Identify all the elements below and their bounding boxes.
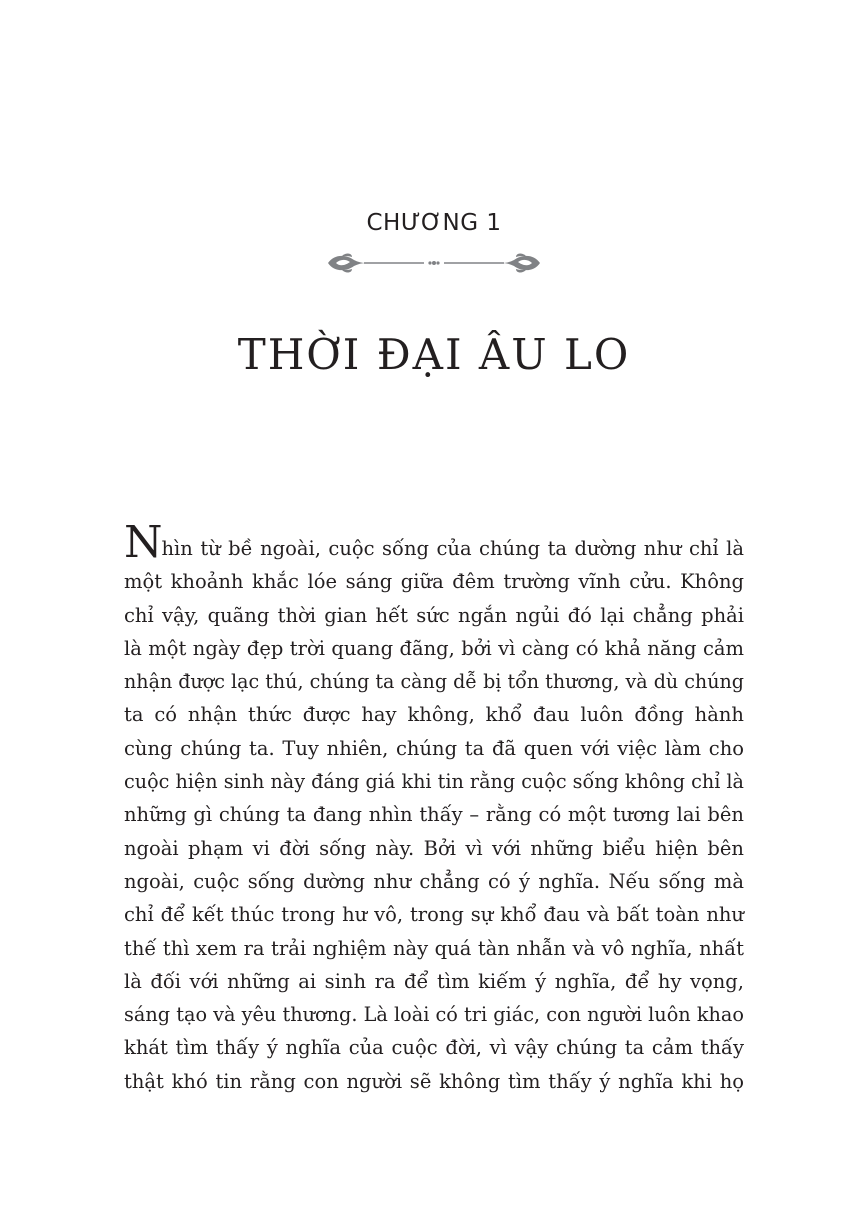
chapter-title: THỜI ĐẠI ÂU LO	[237, 330, 631, 379]
text-line: chỉ để kết thúc trong hư vô, trong sự khổ đau và bất toàn như	[124, 903, 744, 927]
chapter-label: CHƯƠNG 1	[366, 210, 502, 236]
text-line: thật khó tin rằng con người sẽ không tìm thấy ý nghĩa khi họ	[124, 1069, 744, 1093]
text-line: Nhìn từ bề ngoài, cuộc sống của chúng ta dường như chỉ là	[124, 517, 744, 568]
text-line: những gì chúng ta đang nhìn thấy – rằng có một tương lai bên	[124, 803, 744, 827]
body-paragraph	[124, 517, 744, 1098]
text-line: một khoảnh khắc lóe sáng giữa đêm trường vĩnh cửu. Không	[124, 570, 744, 594]
text-line: sáng tạo và yêu thương. Là loài có tri giác, con người luôn khao	[124, 1003, 744, 1027]
text-line: cuộc hiện sinh này đáng giá khi tin rằng cuộc sống không chỉ là	[124, 770, 744, 794]
text-line: là đối với những ai sinh ra để tìm kiếm ý nghĩa, để hy vọng,	[124, 969, 744, 993]
drop-cap: N	[124, 517, 162, 568]
text-line: ngoài phạm vi đời sống này. Bởi vì với những biểu hiện bên	[124, 836, 744, 860]
text-line: thế thì xem ra trải nghiệm này quá tàn nhẫn và vô nghĩa, nhất	[124, 936, 744, 960]
text-line: là một ngày đẹp trời quang đãng, bởi vì càng có khả năng cảm	[124, 636, 744, 660]
text-line: chỉ vậy, quãng thời gian hết sức ngắn ngủi đó lại chẳng phải	[124, 603, 744, 627]
text-line: nhận được lạc thú, chúng ta càng dễ bị tổn thương, và dù chúng	[124, 670, 744, 694]
text-line: khát tìm thấy ý nghĩa của cuộc đời, vì vậy chúng ta cảm thấy	[124, 1036, 744, 1060]
text-line: ngoài, cuộc sống dường như chẳng có ý nghĩa. Nếu sống mà	[124, 869, 744, 893]
text-line: ta có nhận thức được hay không, khổ đau luôn đồng hành	[124, 703, 744, 727]
text-line: cùng chúng ta. Tuy nhiên, chúng ta đã quen với việc làm cho	[124, 736, 744, 760]
flourish-divider-icon	[324, 250, 544, 276]
